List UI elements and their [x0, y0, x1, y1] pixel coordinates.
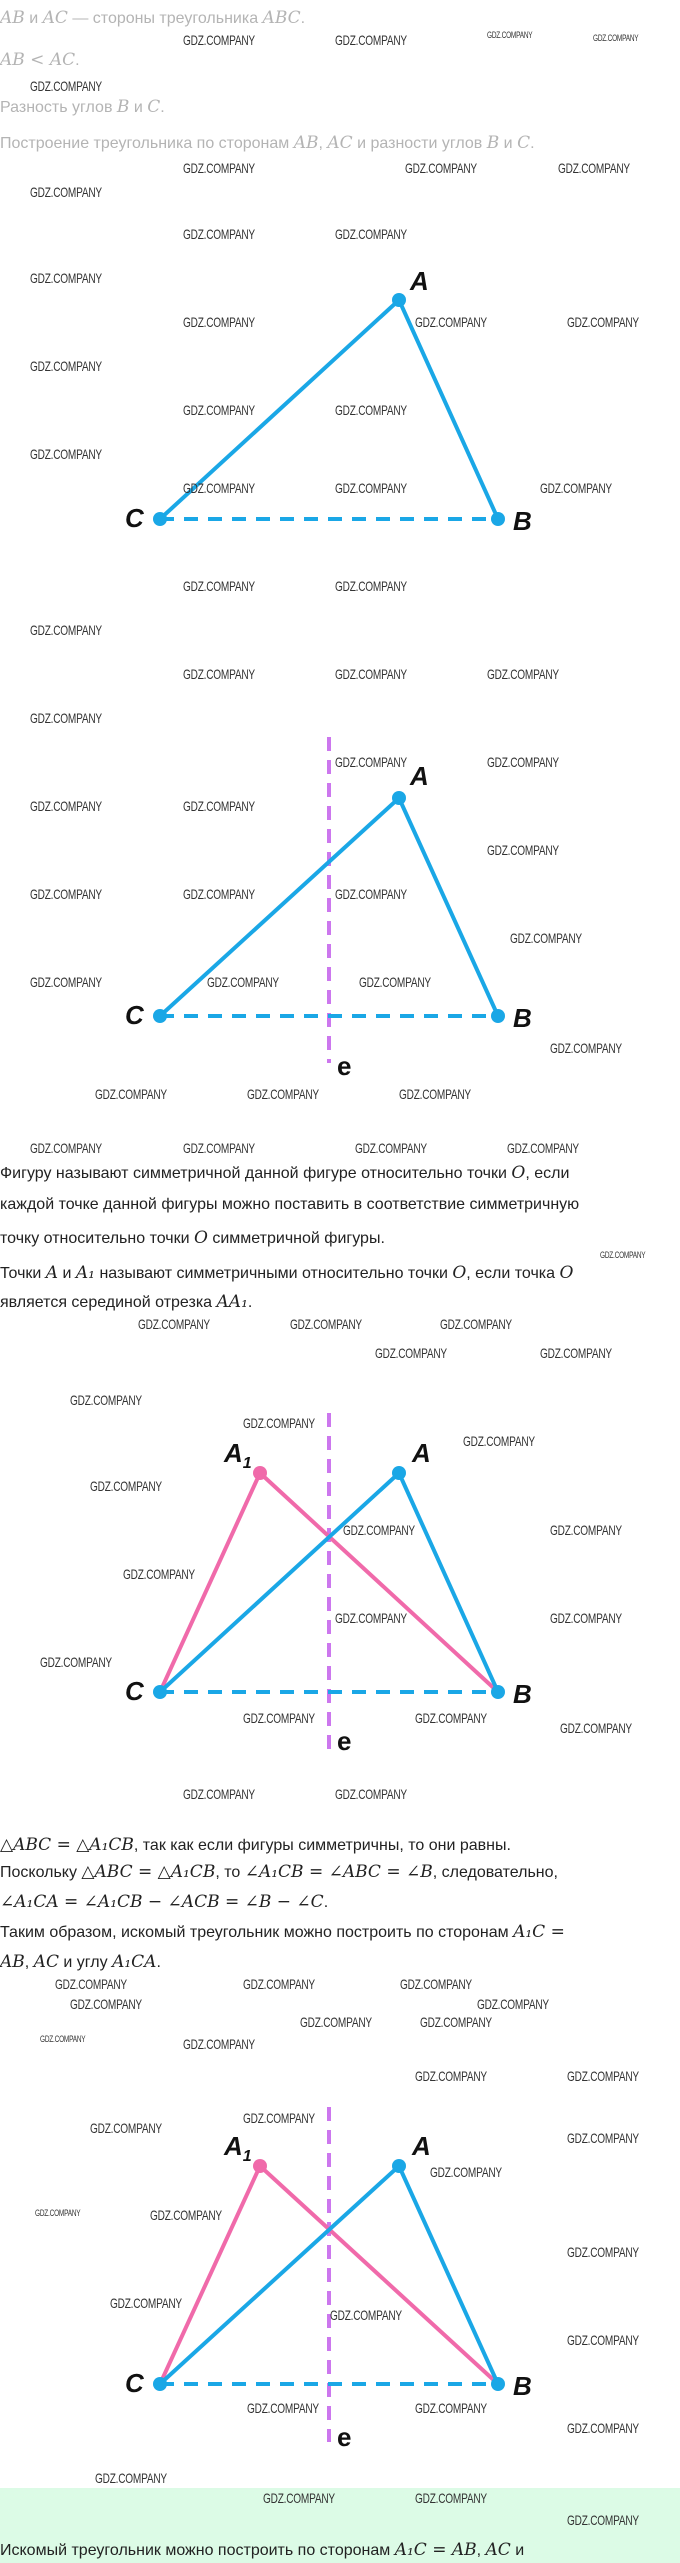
watermark: GDZ.COMPANY [463, 1433, 535, 1449]
text-fragment: и разности углов [352, 135, 487, 152]
text-fragment: , то [215, 1864, 245, 1881]
watermark: GDZ.COMPANY [567, 2068, 639, 2084]
text-fragment: . [530, 135, 535, 152]
watermark: GDZ.COMPANY [335, 226, 407, 242]
text-fragment: , если [525, 1165, 570, 1182]
label-c: C [125, 503, 144, 533]
text-fragment: , [476, 2542, 486, 2559]
watermark: GDZ.COMPANY [440, 1316, 512, 1332]
math-expression: B [486, 133, 500, 153]
math-expression: AB [0, 1952, 25, 1972]
point-b [491, 2377, 505, 2391]
watermark: GDZ.COMPANY [335, 578, 407, 594]
watermark: GDZ.COMPANY [183, 578, 255, 594]
watermark: GDZ.COMPANY [30, 710, 102, 726]
watermark: GDZ.COMPANY [110, 2295, 182, 2311]
label-c: C [125, 1676, 144, 1706]
label-c: C [125, 2368, 144, 2398]
watermark: GDZ.COMPANY [507, 1140, 579, 1156]
watermark: GDZ.COMPANY [30, 78, 102, 94]
figure-construction [0, 2090, 680, 2470]
math-expression: AB [293, 133, 319, 153]
label-a1: $A_1$ [224, 2131, 252, 2165]
text-fragment: и [24, 10, 43, 27]
math-expression: ABC [262, 8, 301, 28]
watermark: GDZ.COMPANY [560, 1720, 632, 1736]
label-b: B [513, 1679, 532, 1709]
text-fragment: . [156, 1954, 161, 1971]
watermark: GDZ.COMPANY [335, 754, 407, 770]
math-expression: C [147, 97, 161, 117]
point-a [392, 1466, 406, 1480]
watermark: GDZ.COMPANY [138, 1316, 210, 1332]
watermark: GDZ.COMPANY [335, 1610, 407, 1626]
text-fragment: . [247, 1294, 253, 1311]
watermark: GDZ.COMPANY [415, 2400, 487, 2416]
watermark: GDZ.COMPANY [247, 1086, 319, 1102]
watermark: GDZ.COMPANY [183, 1786, 255, 1802]
watermark: GDZ.COMPANY [183, 2036, 255, 2052]
watermark: GDZ.COMPANY [183, 886, 255, 902]
point-a1 [253, 2159, 267, 2173]
watermark: GDZ.COMPANY [183, 798, 255, 814]
side-ca1 [160, 2166, 260, 2384]
math-expression: O [452, 1263, 467, 1283]
watermark: GDZ.COMPANY [243, 2110, 315, 2126]
math-expression: AC [327, 133, 353, 153]
label-b: B [513, 2371, 532, 2401]
watermark: GDZ.COMPANY [90, 1478, 162, 1494]
math-expression: A₁ [75, 1263, 95, 1283]
math-expression: A₁C = AB [394, 2540, 477, 2560]
text-fragment: точку относительно точки [0, 1230, 194, 1247]
reasoning-line [0, 1922, 565, 1942]
watermark: GDZ.COMPANY [567, 2420, 639, 2436]
find-line [0, 133, 535, 153]
watermark: GDZ.COMPANY [558, 160, 630, 176]
watermark: GDZ.COMPANY [510, 930, 582, 946]
watermark: GDZ.COMPANY [183, 666, 255, 682]
label-a: A [412, 1438, 431, 1468]
watermark: GDZ.COMPANY [243, 1976, 315, 1992]
text-fragment: Искомый треугольник можно построить по сторонам [0, 2542, 395, 2559]
watermark: GDZ.COMPANY [600, 1250, 646, 1260]
watermark: GDZ.COMPANY [335, 886, 407, 902]
point-b [491, 1009, 505, 1023]
text-fragment: , [318, 135, 328, 152]
watermark: GDZ.COMPANY [487, 30, 533, 40]
watermark: GDZ.COMPANY [335, 32, 407, 48]
reasoning-line [0, 1862, 558, 1882]
watermark: GDZ.COMPANY [477, 1996, 549, 2012]
watermark: GDZ.COMPANY [30, 270, 102, 286]
text-fragment: является серединой отрезка [0, 1294, 217, 1311]
watermark: GDZ.COMPANY [405, 160, 477, 176]
watermark: GDZ.COMPANY [487, 842, 559, 858]
watermark: GDZ.COMPANY [40, 2034, 86, 2044]
watermark: GDZ.COMPANY [183, 314, 255, 330]
watermark: GDZ.COMPANY [420, 2014, 492, 2030]
watermark: GDZ.COMPANY [330, 2307, 402, 2323]
math-expression: △ABC = △A₁CB [81, 1862, 216, 1882]
watermark: GDZ.COMPANY [183, 226, 255, 242]
definition-line [0, 1228, 385, 1248]
label-a1: $A_1$ [224, 1438, 252, 1472]
side-a1b [260, 2166, 498, 2384]
point-c [153, 1685, 167, 1699]
math-expression: A [45, 1263, 59, 1283]
watermark: GDZ.COMPANY [207, 974, 279, 990]
text-fragment: Разность углов [0, 99, 117, 116]
watermark: GDZ.COMPANY [430, 2164, 502, 2180]
text-fragment: Таким образом, искомый треугольник можно построить по сторонам [0, 1924, 514, 1941]
given-line [0, 8, 305, 28]
text-fragment: и углу [58, 1954, 113, 1971]
watermark: GDZ.COMPANY [335, 402, 407, 418]
watermark: GDZ.COMPANY [263, 2490, 335, 2506]
math-expression: AB [0, 8, 25, 28]
text-fragment: Фигуру называют симметричной данной фигуре относительно точки [0, 1165, 512, 1182]
watermark: GDZ.COMPANY [550, 1040, 622, 1056]
watermark: GDZ.COMPANY [415, 2068, 487, 2084]
watermark: GDZ.COMPANY [30, 358, 102, 374]
watermark: GDZ.COMPANY [375, 1345, 447, 1361]
watermark: GDZ.COMPANY [343, 1522, 415, 1538]
watermark: GDZ.COMPANY [415, 314, 487, 330]
text-fragment: , следовательно, [432, 1864, 558, 1881]
watermark: GDZ.COMPANY [359, 974, 431, 990]
side-ca [160, 2166, 399, 2384]
watermark: GDZ.COMPANY [415, 1710, 487, 1726]
watermark: GDZ.COMPANY [95, 2470, 167, 2486]
figure-reflected-triangle [0, 1380, 680, 1760]
watermark: GDZ.COMPANY [540, 480, 612, 496]
text-fragment: , так как если фигуры симметричны, то они равны. [133, 1837, 511, 1854]
side-a1b [260, 1473, 498, 1692]
watermark: GDZ.COMPANY [90, 2120, 162, 2136]
watermark: GDZ.COMPANY [30, 974, 102, 990]
point-b [491, 512, 505, 526]
watermark: GDZ.COMPANY [30, 1140, 102, 1156]
label-e: e [337, 1051, 352, 1081]
text-fragment: Точки [0, 1265, 46, 1282]
math-expression: AB < AC [0, 50, 76, 70]
watermark: GDZ.COMPANY [30, 622, 102, 638]
watermark: GDZ.COMPANY [567, 2512, 639, 2528]
text-fragment: , [24, 1954, 34, 1971]
watermark: GDZ.COMPANY [550, 1522, 622, 1538]
reasoning-line [0, 1835, 511, 1855]
definition-line [0, 1163, 569, 1183]
watermark: GDZ.COMPANY [30, 184, 102, 200]
label-a: A [410, 761, 429, 791]
side-ab [399, 2166, 498, 2384]
watermark: GDZ.COMPANY [290, 1316, 362, 1332]
math-expression: ∠A₁CB = ∠ABC = ∠B [244, 1862, 433, 1882]
text-fragment: — стороны треугольника [67, 10, 263, 27]
watermark: GDZ.COMPANY [30, 446, 102, 462]
side-ab [399, 300, 498, 519]
watermark: GDZ.COMPANY [183, 1140, 255, 1156]
watermark: GDZ.COMPANY [399, 1086, 471, 1102]
text-fragment: . [75, 52, 80, 69]
watermark: GDZ.COMPANY [183, 160, 255, 176]
watermark: GDZ.COMPANY [55, 1976, 127, 1992]
math-expression: ∠A₁CA = ∠A₁CB − ∠ACB = ∠B − ∠C [0, 1892, 324, 1912]
math-expression: AA₁ [216, 1292, 248, 1312]
label-e: e [337, 2422, 352, 2452]
point-c [153, 1009, 167, 1023]
watermark: GDZ.COMPANY [567, 314, 639, 330]
point-a [392, 791, 406, 805]
watermark: GDZ.COMPANY [335, 666, 407, 682]
math-expression: A₁C = [513, 1922, 565, 1942]
watermark: GDZ.COMPANY [70, 1996, 142, 2012]
math-expression: AC [33, 1952, 59, 1972]
text-fragment: и [510, 2542, 525, 2559]
watermark: GDZ.COMPANY [550, 1610, 622, 1626]
watermark: GDZ.COMPANY [150, 2207, 222, 2223]
watermark: GDZ.COMPANY [30, 798, 102, 814]
watermark: GDZ.COMPANY [70, 1392, 142, 1408]
label-a: A [412, 2131, 431, 2161]
point-a [392, 2159, 406, 2173]
watermark: GDZ.COMPANY [335, 1786, 407, 1802]
definition-line [0, 1292, 252, 1312]
watermark: GDZ.COMPANY [243, 1710, 315, 1726]
watermark: GDZ.COMPANY [567, 2130, 639, 2146]
text-fragment: Поскольку [0, 1864, 82, 1881]
watermark: GDZ.COMPANY [567, 2244, 639, 2260]
math-expression: C [517, 133, 531, 153]
text-fragment: . [300, 10, 306, 27]
watermark: GDZ.COMPANY [540, 1345, 612, 1361]
definition-line [0, 1196, 579, 1214]
watermark: GDZ.COMPANY [247, 2400, 319, 2416]
watermark: GDZ.COMPANY [183, 32, 255, 48]
math-expression: AC [42, 8, 68, 28]
watermark: GDZ.COMPANY [593, 33, 639, 43]
text-fragment: . [323, 1894, 329, 1911]
watermark: GDZ.COMPANY [183, 480, 255, 496]
text-fragment: и [58, 1265, 76, 1282]
math-expression: O [511, 1163, 526, 1183]
point-c [153, 512, 167, 526]
math-expression: O [559, 1263, 574, 1283]
find-line [0, 97, 165, 117]
given-line [0, 50, 80, 70]
watermark: GDZ.COMPANY [487, 666, 559, 682]
text-fragment: симметричной фигуры. [207, 1230, 385, 1247]
watermark: GDZ.COMPANY [183, 402, 255, 418]
definition-line [0, 1263, 573, 1283]
watermark: GDZ.COMPANY [95, 1086, 167, 1102]
label-b: B [513, 506, 532, 536]
watermark: GDZ.COMPANY [487, 754, 559, 770]
text-fragment: . [160, 99, 165, 116]
side-ca1 [160, 1473, 260, 1692]
answer-line [0, 2540, 524, 2560]
math-expression: B [116, 97, 130, 117]
watermark: GDZ.COMPANY [30, 886, 102, 902]
label-c: C [125, 1000, 144, 1030]
point-a [392, 293, 406, 307]
point-b [491, 1685, 505, 1699]
watermark: GDZ.COMPANY [355, 1140, 427, 1156]
side-ab [399, 1473, 498, 1692]
text-fragment: и [129, 99, 148, 116]
watermark: GDZ.COMPANY [400, 1976, 472, 1992]
label-b: B [513, 1003, 532, 1033]
math-expression: A₁CA [112, 1952, 157, 1972]
reasoning-line [0, 1892, 328, 1912]
watermark: GDZ.COMPANY [243, 1415, 315, 1431]
point-a1 [253, 1466, 267, 1480]
point-c [153, 2377, 167, 2391]
watermark: GDZ.COMPANY [567, 2332, 639, 2348]
math-expression: AC [485, 2540, 511, 2560]
watermark: GDZ.COMPANY [123, 1566, 195, 1582]
text-fragment: называют симметричными относительно точки [95, 1265, 453, 1282]
text-fragment: , если точка [466, 1265, 560, 1282]
math-expression: O [193, 1228, 208, 1248]
side-ca [160, 1473, 399, 1692]
text-fragment: Построение треугольника по сторонам [0, 135, 294, 152]
watermark: GDZ.COMPANY [415, 2490, 487, 2506]
text-fragment: каждой точке данной фигуры можно поставить в соответствие симметричную [0, 1196, 580, 1213]
watermark: GDZ.COMPANY [40, 1654, 112, 1670]
label-a: A [410, 266, 429, 296]
watermark: GDZ.COMPANY [335, 480, 407, 496]
reasoning-line [0, 1952, 161, 1972]
text-fragment: и [499, 135, 518, 152]
label-e: e [337, 1726, 352, 1756]
math-expression: △ABC = △A₁CB [0, 1835, 134, 1855]
watermark: GDZ.COMPANY [300, 2014, 372, 2030]
watermark: GDZ.COMPANY [35, 2208, 81, 2218]
